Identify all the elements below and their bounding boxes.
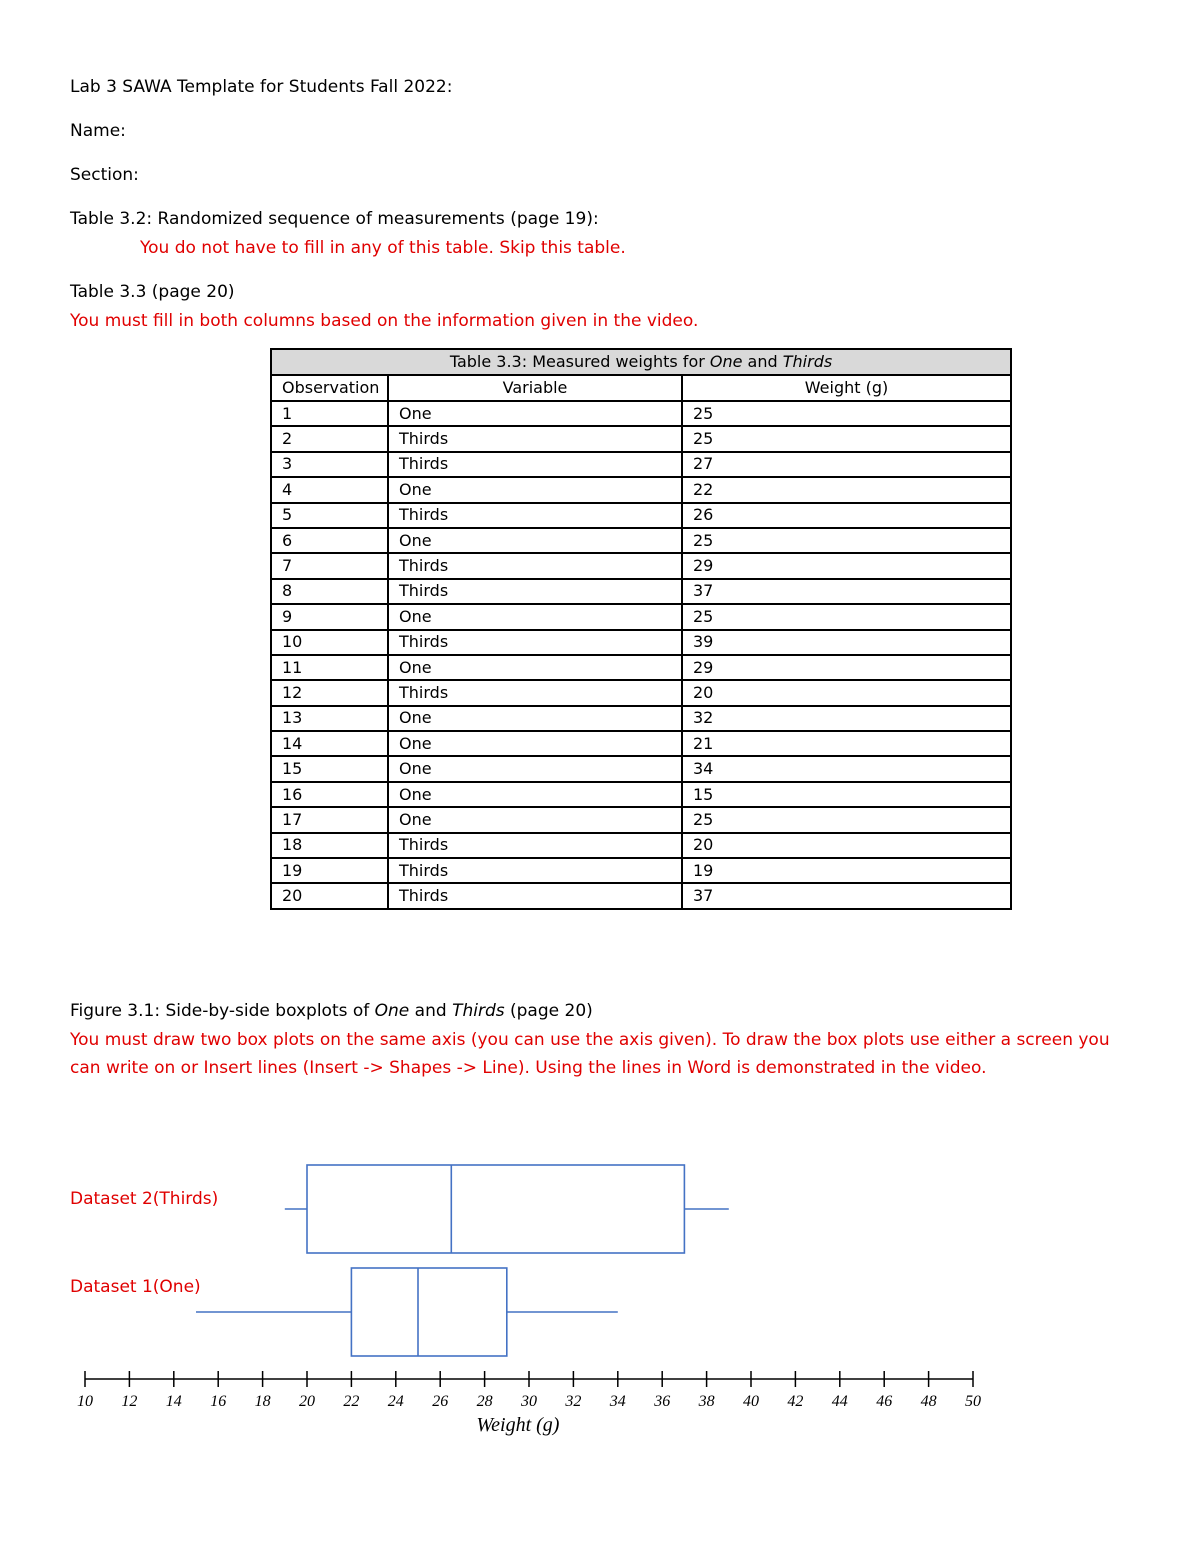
- x-tick-label: 40: [743, 1393, 759, 1410]
- table-row: [271, 579, 1011, 604]
- figure-heading-page: (page 20): [504, 1001, 593, 1021]
- variable-cell: Thirds: [388, 452, 682, 477]
- table-row: [271, 630, 1011, 655]
- section-label: Section:: [70, 165, 139, 185]
- table-row: [271, 503, 1011, 528]
- table-caption-row: [271, 349, 1011, 375]
- observation-cell: 19: [271, 858, 388, 883]
- table-row: [271, 706, 1011, 731]
- table-caption: [271, 349, 1011, 375]
- x-axis-label: Weight (g): [476, 1414, 560, 1436]
- dataset2-label: Dataset 2(Thirds): [70, 1189, 219, 1209]
- variable-cell: One: [388, 782, 682, 807]
- weight-cell: 15: [682, 782, 1011, 807]
- weight-cell: 37: [682, 883, 1011, 908]
- measured-weights-table: [270, 348, 1012, 910]
- variable-cell: One: [388, 528, 682, 553]
- observation-cell: 10: [271, 630, 388, 655]
- x-tick-label: 42: [787, 1393, 804, 1410]
- table-row: [271, 401, 1011, 426]
- variable-cell: One: [388, 401, 682, 426]
- table-row: [271, 731, 1011, 756]
- observation-cell: 11: [271, 655, 388, 680]
- table-row: [271, 655, 1011, 680]
- caption-and: and: [742, 352, 783, 371]
- variable-cell: One: [388, 477, 682, 502]
- figure-heading-and: and: [409, 1001, 453, 1021]
- observation-cell: 3: [271, 452, 388, 477]
- caption-one: One: [709, 352, 743, 371]
- x-tick-label: 14: [165, 1393, 182, 1410]
- x-tick-label: 30: [521, 1393, 537, 1410]
- variable-cell: Thirds: [388, 680, 682, 705]
- x-tick-label: 18: [254, 1393, 271, 1410]
- weight-cell: 27: [682, 452, 1011, 477]
- weight-cell: 25: [682, 807, 1011, 832]
- table-row: [271, 883, 1011, 908]
- observation-cell: 9: [271, 604, 388, 629]
- table-row: [271, 452, 1011, 477]
- observation-cell: 17: [271, 807, 388, 832]
- figure-note-line2: can write on or Insert lines (Insert -> Shapes -> Line). Using the lines in Word is demonstrated in the video.: [70, 1058, 987, 1078]
- header-observation: Observation: [271, 375, 388, 401]
- document-title: Lab 3 SAWA Template for Students Fall 2022:: [70, 77, 453, 97]
- weight-cell: 20: [682, 680, 1011, 705]
- weight-cell: 34: [682, 756, 1011, 781]
- variable-cell: One: [388, 807, 682, 832]
- x-tick-label: 22: [343, 1393, 360, 1410]
- variable-cell: Thirds: [388, 883, 682, 908]
- table-row: [271, 756, 1011, 781]
- table33-heading: Table 3.3 (page 20): [70, 282, 235, 302]
- weight-cell: 25: [682, 604, 1011, 629]
- table-row: [271, 477, 1011, 502]
- weight-cell: 26: [682, 503, 1011, 528]
- observation-cell: 6: [271, 528, 388, 553]
- header-weight: Weight (g): [682, 375, 1011, 401]
- observation-cell: 18: [271, 833, 388, 858]
- box-iqr: [351, 1268, 506, 1356]
- table-row: [271, 833, 1011, 858]
- caption-text: Table 3.3: Measured weights for: [449, 352, 710, 371]
- weight-cell: 19: [682, 858, 1011, 883]
- weight-cell: 37: [682, 579, 1011, 604]
- boxplot-chart: [60, 1150, 1000, 1450]
- table33-note: You must fill in both columns based on the information given in the video.: [70, 311, 699, 331]
- observation-cell: 8: [271, 579, 388, 604]
- x-tick-label: 20: [299, 1393, 315, 1410]
- variable-cell: Thirds: [388, 426, 682, 451]
- variable-cell: One: [388, 655, 682, 680]
- figure-note-line1: You must draw two box plots on the same axis (you can use the axis given). To draw the box plots use either a screen you: [70, 1030, 1110, 1050]
- observation-cell: 1: [271, 401, 388, 426]
- observation-cell: 5: [271, 503, 388, 528]
- name-label: Name:: [70, 121, 126, 141]
- weight-cell: 29: [682, 553, 1011, 578]
- weight-cell: 25: [682, 528, 1011, 553]
- variable-cell: One: [388, 756, 682, 781]
- table-row: [271, 782, 1011, 807]
- variable-cell: One: [388, 706, 682, 731]
- weight-cell: 20: [682, 833, 1011, 858]
- box-iqr: [307, 1165, 684, 1253]
- table-row: [271, 426, 1011, 451]
- table-row: [271, 528, 1011, 553]
- x-tick-label: 38: [698, 1393, 715, 1410]
- x-tick-label: 32: [565, 1393, 582, 1410]
- weight-cell: 29: [682, 655, 1011, 680]
- variable-cell: One: [388, 604, 682, 629]
- x-tick-label: 28: [476, 1393, 493, 1410]
- table-row: [271, 858, 1011, 883]
- variable-cell: Thirds: [388, 833, 682, 858]
- x-tick-label: 36: [654, 1393, 671, 1410]
- observation-cell: 13: [271, 706, 388, 731]
- table-row: [271, 553, 1011, 578]
- variable-cell: One: [388, 731, 682, 756]
- observation-cell: 14: [271, 731, 388, 756]
- table32-heading: Table 3.2: Randomized sequence of measurements (page 19):: [70, 209, 599, 229]
- observation-cell: 2: [271, 426, 388, 451]
- variable-cell: Thirds: [388, 858, 682, 883]
- table-row: [271, 680, 1011, 705]
- x-tick-label: 46: [876, 1393, 893, 1410]
- figure-heading: [70, 1000, 593, 1022]
- observation-cell: 7: [271, 553, 388, 578]
- x-tick-label: 44: [831, 1393, 848, 1410]
- weight-cell: 25: [682, 401, 1011, 426]
- x-tick-label: 34: [609, 1393, 626, 1410]
- variable-cell: Thirds: [388, 630, 682, 655]
- figure-heading-text: Figure 3.1: Side-by-side boxplots of: [70, 1001, 375, 1021]
- table-row: [271, 807, 1011, 832]
- variable-cell: Thirds: [388, 579, 682, 604]
- table-header-row: [271, 375, 1011, 401]
- x-tick-label: 48: [920, 1393, 937, 1410]
- weight-cell: 39: [682, 630, 1011, 655]
- weight-cell: 32: [682, 706, 1011, 731]
- x-tick-label: 16: [210, 1393, 227, 1410]
- variable-cell: Thirds: [388, 503, 682, 528]
- variable-cell: Thirds: [388, 553, 682, 578]
- x-tick-label: 50: [965, 1393, 981, 1410]
- header-variable: Variable: [388, 375, 682, 401]
- table-row: [271, 604, 1011, 629]
- caption-thirds: Thirds: [782, 352, 833, 371]
- x-tick-label: 10: [77, 1393, 93, 1410]
- x-tick-label: 24: [387, 1393, 404, 1410]
- x-tick-label: 12: [121, 1393, 138, 1410]
- observation-cell: 15: [271, 756, 388, 781]
- observation-cell: 12: [271, 680, 388, 705]
- weight-cell: 25: [682, 426, 1011, 451]
- figure-heading-thirds: Thirds: [452, 1001, 505, 1021]
- x-tick-label: 26: [432, 1393, 449, 1410]
- table32-note: You do not have to fill in any of this table. Skip this table.: [140, 238, 626, 258]
- weight-cell: 22: [682, 477, 1011, 502]
- weight-cell: 21: [682, 731, 1011, 756]
- observation-cell: 4: [271, 477, 388, 502]
- observation-cell: 16: [271, 782, 388, 807]
- observation-cell: 20: [271, 883, 388, 908]
- figure-heading-one: One: [374, 1001, 410, 1021]
- dataset1-label: Dataset 1(One): [70, 1277, 201, 1297]
